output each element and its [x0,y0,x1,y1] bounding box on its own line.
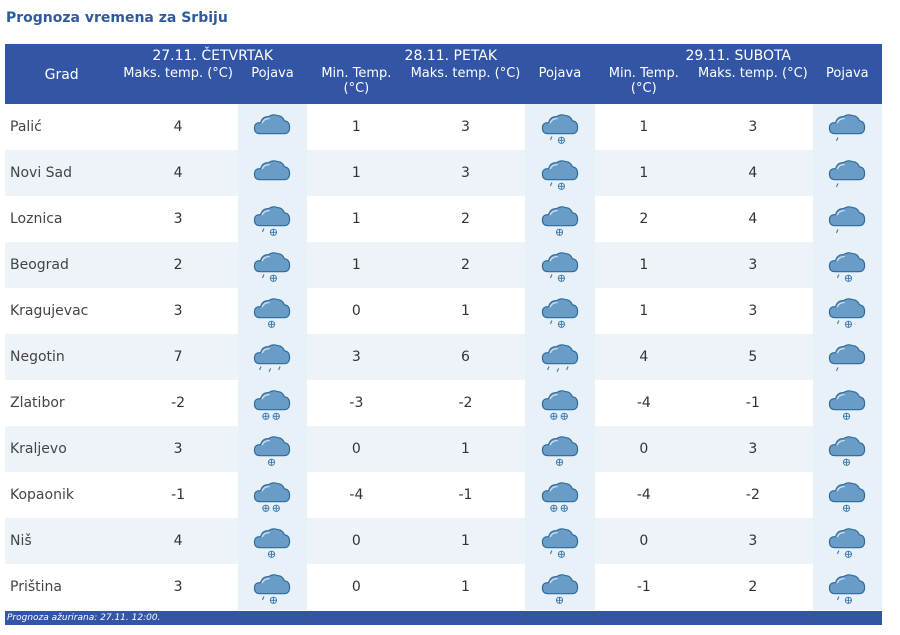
city-name: Novi Sad [5,150,118,196]
day2-max-temp: 1 [406,288,526,334]
day2-weather-cell [525,564,594,610]
day3-max-temp: 3 [693,288,813,334]
day3-weather-cell [813,564,882,610]
day1-max-temp: -1 [118,472,238,518]
city-name: Kopaonik [5,472,118,518]
day2-max-header: Maks. temp. (°C) [406,66,526,104]
day2-icon-header: Pojava [525,66,594,104]
day2-max-temp: -1 [406,472,526,518]
day3-min-temp: 1 [595,242,694,288]
cloud-snow-icon [238,292,307,330]
city-name: Niš [5,518,118,564]
cloud-heavy-snow-icon [238,476,307,514]
table-row [5,472,882,518]
cloud-rain-snow-icon [525,154,594,192]
cloud-snow-icon [813,430,882,468]
day3-min-temp: 1 [595,104,694,150]
cloud-light-rain-icon [813,154,882,192]
day2-max-temp: 2 [406,242,526,288]
cloud-rain-icon [525,338,594,376]
city-name: Kraljevo [5,426,118,472]
day3-weather-cell [813,472,882,518]
table-row [5,242,882,288]
day2-max-temp: 1 [406,426,526,472]
day3-weather-cell [813,196,882,242]
day1-max-header: Maks. temp. (°C) [118,66,238,104]
day2-min-temp: 1 [307,242,406,288]
cloud-rain-snow-icon [813,292,882,330]
day3-weather-cell [813,426,882,472]
day3-header: 29.11. SUBOTA [595,44,883,66]
footer-updated: Prognoza ažurirana: 27.11. 12:00. [5,611,882,625]
day2-weather-cell [525,518,594,564]
day2-min-temp: 1 [307,196,406,242]
day3-weather-cell [813,150,882,196]
city-name: Priština [5,564,118,610]
day1-header: 27.11. ČETVRTAK [118,44,307,66]
cloud-heavy-snow-icon [525,384,594,422]
day2-max-temp: -2 [406,380,526,426]
day1-weather-cell [238,472,307,518]
cloud-rain-snow-icon [525,292,594,330]
day3-min-temp: 0 [595,426,694,472]
day1-max-temp: 4 [118,518,238,564]
day2-min-temp: -4 [307,472,406,518]
day2-weather-cell [525,242,594,288]
cloud-snow-icon [525,200,594,238]
day1-weather-cell [238,564,307,610]
day3-weather-cell [813,288,882,334]
day2-min-header: Min. Temp. (°C) [307,66,406,104]
day2-min-temp: 1 [307,150,406,196]
cloud-rain-snow-icon [813,522,882,560]
day1-max-temp: 2 [118,242,238,288]
table-row [5,564,882,610]
cloud-rain-snow-icon [525,108,594,146]
cloud-rain-icon [238,338,307,376]
day1-max-temp: -2 [118,380,238,426]
cloud-light-rain-icon [813,200,882,238]
day1-max-temp: 3 [118,564,238,610]
city-name: Negotin [5,334,118,380]
day1-max-temp: 7 [118,334,238,380]
city-name: Zlatibor [5,380,118,426]
cloud-heavy-snow-icon [525,476,594,514]
day3-max-temp: 3 [693,426,813,472]
day3-min-temp: 1 [595,288,694,334]
cloud-rain-snow-icon [813,246,882,284]
day2-max-temp: 1 [406,564,526,610]
table-row [5,196,882,242]
cloud-light-rain-icon [813,338,882,376]
day2-min-temp: 0 [307,288,406,334]
city-column-header: Grad [5,44,118,104]
cloud-icon [238,154,307,192]
city-name: Beograd [5,242,118,288]
cloud-snow-icon [238,430,307,468]
day2-min-temp: 0 [307,426,406,472]
table-row [5,426,882,472]
cloud-snow-icon [525,568,594,606]
day2-min-temp: 0 [307,564,406,610]
day2-weather-cell [525,196,594,242]
day2-min-temp: -3 [307,380,406,426]
day3-max-temp: 3 [693,104,813,150]
day1-weather-cell [238,380,307,426]
day2-max-temp: 6 [406,334,526,380]
cloud-rain-snow-icon [238,200,307,238]
table-row [5,150,882,196]
day1-weather-cell [238,518,307,564]
cloud-rain-snow-icon [525,522,594,560]
day1-max-temp: 4 [118,150,238,196]
day2-weather-cell [525,104,594,150]
day2-weather-cell [525,472,594,518]
day3-max-temp: 5 [693,334,813,380]
day1-weather-cell [238,104,307,150]
day2-weather-cell [525,150,594,196]
day1-max-temp: 3 [118,288,238,334]
city-name: Kragujevac [5,288,118,334]
day3-weather-cell [813,518,882,564]
day3-min-temp: -4 [595,380,694,426]
table-row [5,288,882,334]
forecast-table [5,44,882,610]
day3-max-temp: -1 [693,380,813,426]
cloud-snow-icon [813,476,882,514]
table-row [5,518,882,564]
cloud-rain-snow-icon [238,568,307,606]
cloud-light-rain-icon [813,108,882,146]
day1-icon-header: Pojava [238,66,307,104]
day3-min-temp: -4 [595,472,694,518]
day1-max-temp: 4 [118,104,238,150]
day2-weather-cell [525,288,594,334]
day1-weather-cell [238,150,307,196]
day3-min-temp: -1 [595,564,694,610]
day3-min-header: Min. Temp. (°C) [595,66,694,104]
day1-weather-cell [238,196,307,242]
table-row [5,380,882,426]
day3-min-temp: 1 [595,150,694,196]
day3-weather-cell [813,380,882,426]
day2-weather-cell [525,334,594,380]
table-row [5,334,882,380]
day2-weather-cell [525,426,594,472]
city-name: Palić [5,104,118,150]
day3-max-temp: 4 [693,150,813,196]
cloud-snow-icon [813,384,882,422]
day3-min-temp: 4 [595,334,694,380]
page-title: Prognoza vremena za Srbiju [6,10,228,26]
day3-max-temp: 3 [693,242,813,288]
day3-min-temp: 0 [595,518,694,564]
cloud-rain-snow-icon [525,246,594,284]
cloud-snow-icon [525,430,594,468]
day3-weather-cell [813,334,882,380]
day1-weather-cell [238,426,307,472]
day3-max-temp: 4 [693,196,813,242]
city-name: Loznica [5,196,118,242]
cloud-snow-icon [238,522,307,560]
day2-min-temp: 0 [307,518,406,564]
day3-icon-header: Pojava [813,66,882,104]
day3-max-temp: 2 [693,564,813,610]
day3-max-temp: -2 [693,472,813,518]
day1-max-temp: 3 [118,196,238,242]
day3-max-header: Maks. temp. (°C) [693,66,813,104]
day1-weather-cell [238,242,307,288]
cloud-rain-snow-icon [813,568,882,606]
day2-header: 28.11. PETAK [307,44,594,66]
day1-max-temp: 3 [118,426,238,472]
day3-weather-cell [813,242,882,288]
cloud-rain-snow-icon [238,246,307,284]
day2-weather-cell [525,380,594,426]
cloud-heavy-snow-icon [238,384,307,422]
day1-weather-cell [238,334,307,380]
day3-max-temp: 3 [693,518,813,564]
day3-weather-cell [813,104,882,150]
table-row [5,104,882,150]
day2-min-temp: 3 [307,334,406,380]
day3-min-temp: 2 [595,196,694,242]
day1-weather-cell [238,288,307,334]
day2-max-temp: 3 [406,104,526,150]
day2-max-temp: 1 [406,518,526,564]
day2-max-temp: 2 [406,196,526,242]
cloud-icon [238,108,307,146]
day2-min-temp: 1 [307,104,406,150]
day2-max-temp: 3 [406,150,526,196]
